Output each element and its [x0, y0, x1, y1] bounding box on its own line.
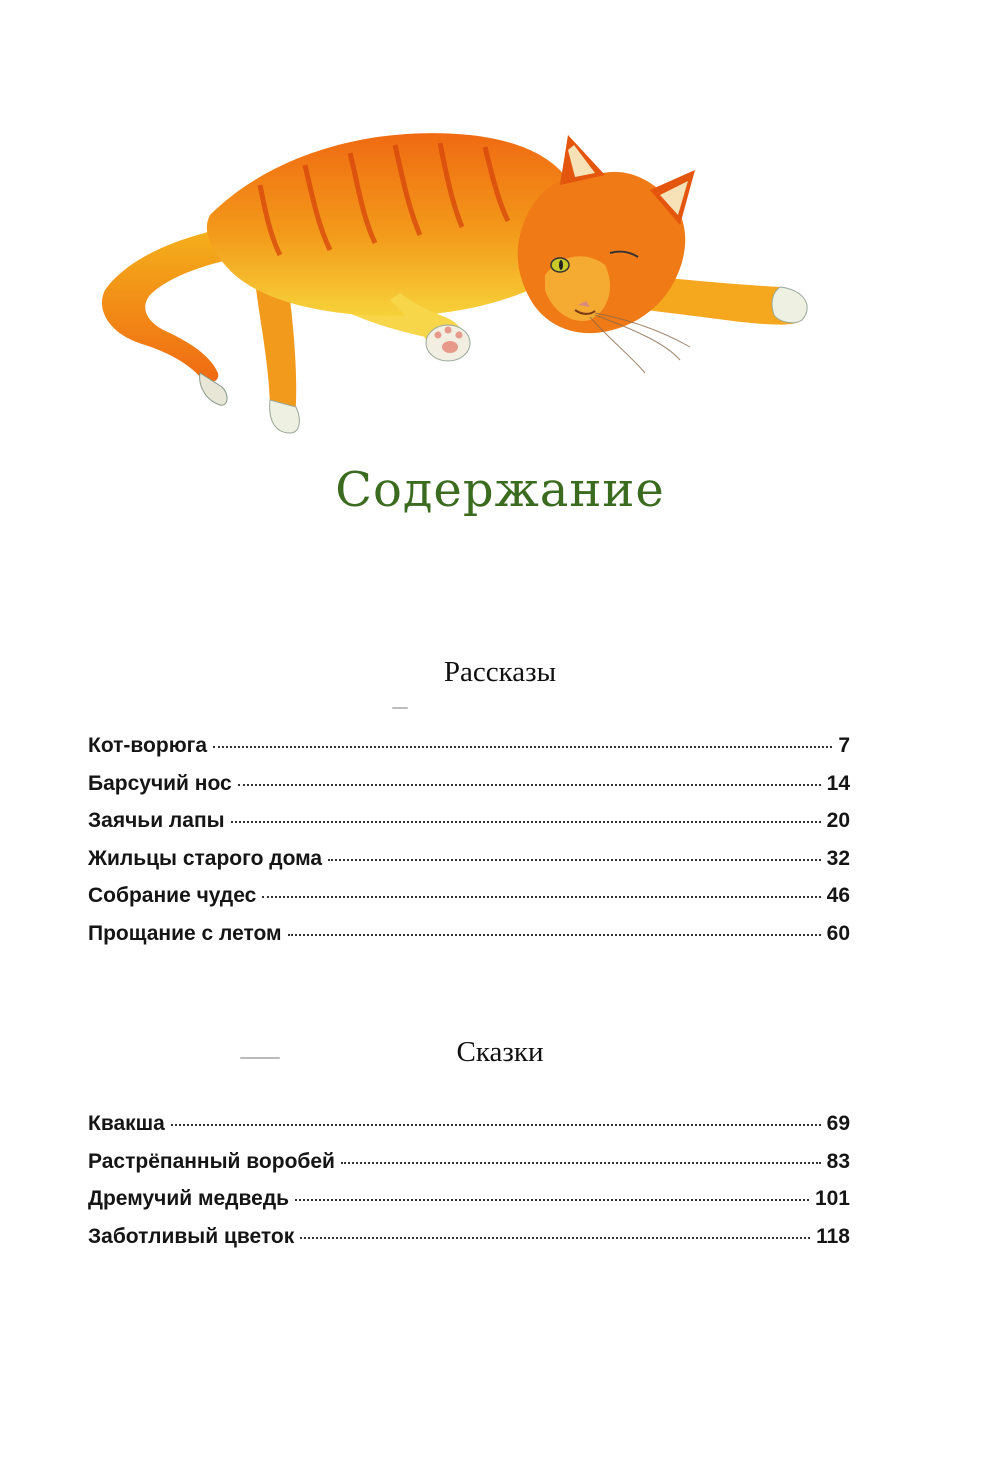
- toc-entry-page: 83: [826, 1149, 850, 1173]
- toc-entry-title: Заячьи лапы: [88, 809, 225, 832]
- dot-leader: [213, 746, 832, 748]
- dot-leader: [262, 896, 820, 898]
- dot-leader: [231, 821, 821, 823]
- toc-entry-title: Заботливый цветок: [88, 1224, 295, 1248]
- toc-entry-title: Дремучий медведь: [88, 1187, 290, 1210]
- toc-entry[interactable]: [88, 847, 850, 885]
- dot-leader: [295, 1199, 809, 1201]
- toc-entry-page: 101: [814, 1187, 850, 1210]
- toc-entry-page: 118: [816, 1224, 850, 1248]
- dot-leader: [171, 1124, 821, 1126]
- toc-entry[interactable]: [88, 884, 850, 922]
- toc-entry-title: Растрёпанный воробей: [88, 1149, 335, 1173]
- toc-entry[interactable]: [88, 1112, 850, 1150]
- section-heading-fairy-tales: Сказки: [456, 1036, 544, 1068]
- toc-entry-page: 69: [826, 1112, 850, 1135]
- toc-entry-page: 32: [826, 846, 850, 870]
- sleeping-cat-illustration: [90, 115, 830, 445]
- dot-leader: [288, 934, 821, 936]
- print-speck: [392, 707, 408, 709]
- toc-entry-page: 14: [826, 771, 850, 795]
- toc-list-fairy-tales: [88, 1112, 850, 1262]
- toc-entry-title: Квакша: [88, 1112, 165, 1135]
- toc-entry-title: Собрание чудес: [88, 884, 257, 907]
- toc-entry-title: Прощание с летом: [88, 921, 282, 945]
- toc-entry-title: Жильцы старого дома: [88, 846, 323, 870]
- toc-entry-title: Барсучий нос: [88, 771, 232, 795]
- dot-leader: [300, 1237, 810, 1239]
- toc-entry-page: 46: [826, 884, 850, 907]
- toc-entry[interactable]: [88, 1225, 850, 1263]
- toc-entry-page: 60: [826, 921, 850, 945]
- dot-leader: [238, 784, 821, 786]
- dot-leader: [328, 859, 821, 861]
- toc-entry-page: 7: [838, 734, 850, 757]
- dot-leader: [341, 1162, 821, 1164]
- toc-entry[interactable]: [88, 1150, 850, 1188]
- print-speck: [240, 1057, 280, 1059]
- toc-entry[interactable]: [88, 734, 850, 772]
- toc-entry[interactable]: [88, 1187, 850, 1225]
- toc-entry-title: Кот-ворюга: [88, 734, 208, 757]
- toc-entry[interactable]: [88, 809, 850, 847]
- toc-entry[interactable]: [88, 922, 850, 960]
- toc-entry[interactable]: [88, 772, 850, 810]
- page-title: Содержание: [335, 462, 665, 518]
- toc-entry-page: 20: [826, 809, 850, 832]
- section-heading-stories: Рассказы: [443, 656, 557, 688]
- toc-list-stories: [88, 734, 850, 959]
